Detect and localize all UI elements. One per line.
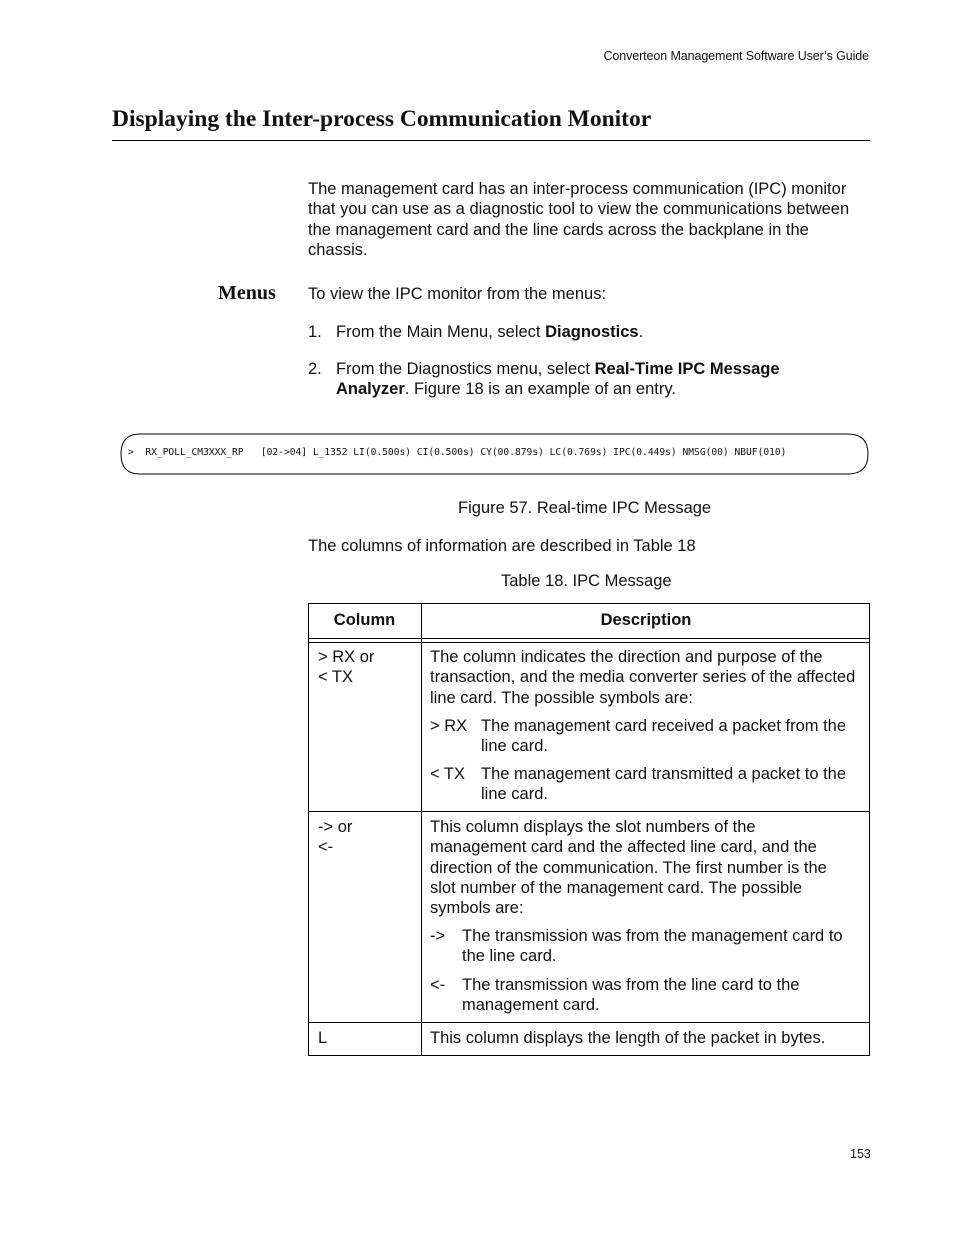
table-border [869,603,870,1056]
column-divider [421,603,422,1056]
ipc-message-figure [120,433,868,474]
figure-caption: Figure 57. Real-time IPC Message [458,499,712,517]
header-description: Description [600,611,692,629]
table-border [308,1055,870,1056]
symbol-item: < TX The management card transmitted a packet to the line card. [430,765,847,804]
table-border [308,603,870,604]
table-caption: Table 18. IPC Message [501,572,672,590]
table-row-2-column: -> or <- [318,818,353,857]
row-separator [308,1022,870,1023]
ipc-message-table [308,603,870,1056]
header-rule [308,638,870,639]
row-separator [308,811,870,812]
menus-lead: To view the IPC monitor from the menus: [308,285,607,303]
menus-heading: Menus [218,282,276,304]
table-row-1-description: The column indicates the direction and purpose of the transaction, and the media converter series of the affected line card. The possible symbols are: [430,648,856,707]
table-row-2-description: This column displays the slot numbers of the management card and the affected line card, and the direction of the communication. The first number is the slot number of the management card. The possible symbols are: [430,818,827,918]
ipc-message-text: > RX_POLL_CM3XXX_RP [02->04] L_1352 LI(0.500s) CI(0.500s) CY(00.879s) LC(0.769s) IPC(0.449s) NMSG(00) NBUF(010) [128,447,787,458]
symbol-item: <- The transmission was from the line card to the management card. [430,976,800,1015]
title-rule [112,140,870,141]
step-text: From the Main Menu, select Diagnostics. [336,323,644,341]
columns-paragraph: The columns of information are described in Table 18 [308,537,696,555]
running-header: Converteon Management Software User’s Guide [603,49,869,63]
symbol-item: > RX The management card received a packet from the line card. [430,717,847,756]
header-rule [308,642,870,643]
table-row-3-column: L [318,1029,328,1047]
step-text: From the Diagnostics menu, select Real-Time IPC Message Analyzer. Figure 18 is an example of an entry. [336,360,780,399]
intro-paragraph: The management card has an inter-process communication (IPC) monitor that you can use as a diagnostic tool to view the communications between the management card and the line cards across the backplane in the chassis. [308,180,850,259]
section-title: Displaying the Inter-process Communication Monitor [112,106,652,132]
symbol-item: -> The transmission was from the management card to the line card. [430,927,843,966]
table-row-1-column: > RX or < TX [318,648,375,687]
header-column: Column [333,611,396,629]
table-row-3-description: This column displays the length of the packet in bytes. [430,1029,826,1047]
page-number: 153 [850,1147,871,1161]
step-number: 1. [308,323,322,341]
step-number: 2. [308,360,322,378]
table-border [308,603,309,1056]
